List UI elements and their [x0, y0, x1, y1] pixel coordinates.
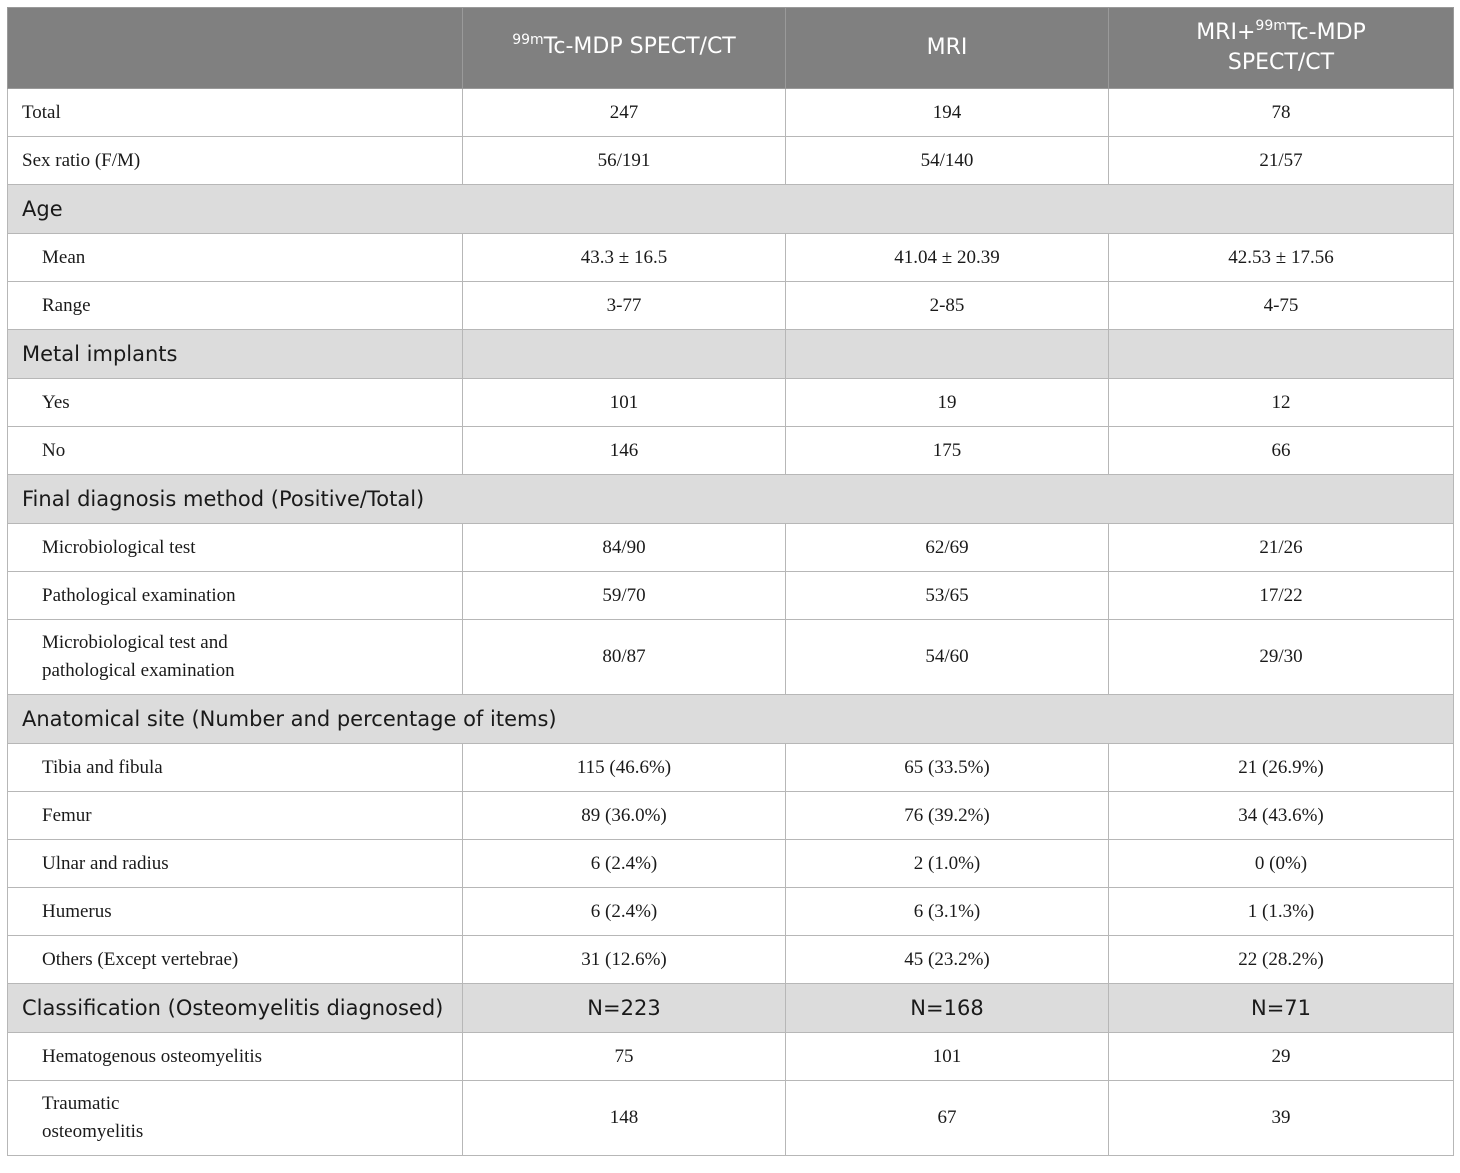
cell-mri-spect-ct: 4-75 — [1109, 282, 1454, 330]
row-label-line1: Traumatic — [42, 1093, 120, 1114]
data-table — [7, 7, 1454, 1156]
table-row-traumatic — [8, 1081, 1454, 1156]
header-mri-spect-ct-isotope: 99m — [1255, 18, 1287, 34]
row-label: Mean — [8, 234, 463, 282]
table-row-ulnar — [8, 840, 1454, 888]
table-row-others — [8, 936, 1454, 984]
cell-mri-spect-ct: 39 — [1109, 1081, 1454, 1156]
cell-mri-spect-ct: 17/22 — [1109, 572, 1454, 620]
cell-spect-ct: 6 (2.4%) — [463, 840, 786, 888]
cell-mri-spect-ct: 21/57 — [1109, 137, 1454, 185]
table-row-tibia — [8, 744, 1454, 792]
cell-mri-spect-ct: 1 (1.3%) — [1109, 888, 1454, 936]
cell-spect-ct: 247 — [463, 89, 786, 137]
section-row-classification — [8, 984, 1454, 1033]
section-label: Age — [8, 185, 1454, 234]
cell-mri-spect-ct: 21/26 — [1109, 524, 1454, 572]
cell-mri: 67 — [786, 1081, 1109, 1156]
cell-spect-ct: 146 — [463, 427, 786, 475]
cell-mri-spect-ct: 22 (28.2%) — [1109, 936, 1454, 984]
cell-spect-ct: 89 (36.0%) — [463, 792, 786, 840]
cell-mri-spect-ct: 78 — [1109, 89, 1454, 137]
section-label: Final diagnosis method (Positive/Total) — [8, 475, 1454, 524]
header-mri-spect-ct — [1109, 8, 1454, 89]
cell-mri-spect-ct: 29/30 — [1109, 620, 1454, 695]
cell-mri: 54/140 — [786, 137, 1109, 185]
header-mri — [786, 8, 1109, 89]
table-row-femur — [8, 792, 1454, 840]
row-label: Others (Except vertebrae) — [8, 936, 463, 984]
cell-mri: 194 — [786, 89, 1109, 137]
cell-spect-ct: 3-77 — [463, 282, 786, 330]
cell-mri: 101 — [786, 1033, 1109, 1081]
header-mri-text: MRI — [926, 35, 968, 60]
row-label: Sex ratio (F/M) — [8, 137, 463, 185]
cell-spect-ct: 80/87 — [463, 620, 786, 695]
section-count-spect-ct: N=223 — [463, 984, 786, 1033]
table-row-pathological — [8, 572, 1454, 620]
row-label: Femur — [8, 792, 463, 840]
header-spect-ct-isotope: 99m — [512, 32, 544, 48]
header-tc-mdp-text: Tc-MDP — [1286, 20, 1366, 45]
cell-mri-spect-ct: 21 (26.9%) — [1109, 744, 1454, 792]
row-label: Humerus — [8, 888, 463, 936]
cell-mri: 62/69 — [786, 524, 1109, 572]
section-label: Classification (Osteomyelitis diagnosed) — [8, 984, 463, 1033]
table-row-metal-yes — [8, 379, 1454, 427]
row-label-line1: Microbiological test and — [42, 632, 228, 653]
cell-spect-ct: 101 — [463, 379, 786, 427]
row-label-line2: pathological examination — [42, 660, 235, 681]
cell-mri-spect-ct: 29 — [1109, 1033, 1454, 1081]
table-row-sex-ratio — [8, 137, 1454, 185]
header-row — [8, 8, 1454, 89]
cell-mri: 65 (33.5%) — [786, 744, 1109, 792]
table-row-metal-no — [8, 427, 1454, 475]
table-row-total — [8, 89, 1454, 137]
cell-spect-ct: 84/90 — [463, 524, 786, 572]
cell-mri-spect-ct: 12 — [1109, 379, 1454, 427]
cell-spect-ct: 6 (2.4%) — [463, 888, 786, 936]
cell-mri: 45 (23.2%) — [786, 936, 1109, 984]
row-label: Total — [8, 89, 463, 137]
cell-mri: 6 (3.1%) — [786, 888, 1109, 936]
header-empty-cell — [8, 8, 463, 89]
cell-mri: 2 (1.0%) — [786, 840, 1109, 888]
cell-mri: 53/65 — [786, 572, 1109, 620]
section-empty-cell — [786, 330, 1109, 379]
table-row-micro-and-patho — [8, 620, 1454, 695]
row-label: Yes — [8, 379, 463, 427]
cell-spect-ct: 75 — [463, 1033, 786, 1081]
row-label-line2: osteomyelitis — [42, 1121, 144, 1142]
section-label: Anatomical site (Number and percentage of items) — [8, 695, 1454, 744]
row-label: Tibia and fibula — [8, 744, 463, 792]
cell-spect-ct: 59/70 — [463, 572, 786, 620]
section-row-final-diagnosis — [8, 475, 1454, 524]
header-spect-ct — [463, 8, 786, 89]
cell-spect-ct: 148 — [463, 1081, 786, 1156]
section-count-mri-spect-ct: N=71 — [1109, 984, 1454, 1033]
section-empty-cell — [463, 330, 786, 379]
cell-mri: 41.04 ± 20.39 — [786, 234, 1109, 282]
section-label: Metal implants — [8, 330, 463, 379]
cell-spect-ct: 43.3 ± 16.5 — [463, 234, 786, 282]
cell-spect-ct: 31 (12.6%) — [463, 936, 786, 984]
header-mri-spect-ct-line1 — [1119, 19, 1443, 49]
section-row-metal-implants — [8, 330, 1454, 379]
cell-spect-ct: 56/191 — [463, 137, 786, 185]
row-label: Hematogenous osteomyelitis — [8, 1033, 463, 1081]
row-label: No — [8, 427, 463, 475]
section-empty-cell — [1109, 330, 1454, 379]
row-label: Range — [8, 282, 463, 330]
cell-mri-spect-ct: 34 (43.6%) — [1109, 792, 1454, 840]
row-label: Microbiological test — [8, 524, 463, 572]
cell-mri: 76 (39.2%) — [786, 792, 1109, 840]
table-row-humerus — [8, 888, 1454, 936]
cell-mri-spect-ct: 0 (0%) — [1109, 840, 1454, 888]
row-label — [8, 1081, 463, 1156]
cell-spect-ct: 115 (46.6%) — [463, 744, 786, 792]
section-row-age — [8, 185, 1454, 234]
section-count-mri: N=168 — [786, 984, 1109, 1033]
header-mri-spect-ct-line2: SPECT/CT — [1227, 50, 1335, 75]
cell-mri: 54/60 — [786, 620, 1109, 695]
cell-mri: 19 — [786, 379, 1109, 427]
cell-mri: 175 — [786, 427, 1109, 475]
cell-mri-spect-ct: 42.53 ± 17.56 — [1109, 234, 1454, 282]
table-row-hematogenous — [8, 1033, 1454, 1081]
row-label: Pathological examination — [8, 572, 463, 620]
section-row-anatomical-site — [8, 695, 1454, 744]
table-row-age-range — [8, 282, 1454, 330]
cell-mri-spect-ct: 66 — [1109, 427, 1454, 475]
header-spect-ct-text: Tc-MDP SPECT/CT — [543, 34, 736, 59]
row-label: Ulnar and radius — [8, 840, 463, 888]
table-row-age-mean — [8, 234, 1454, 282]
row-label — [8, 620, 463, 695]
cell-mri: 2-85 — [786, 282, 1109, 330]
header-mri-plus-text: MRI+ — [1196, 20, 1256, 45]
table-row-microbiological — [8, 524, 1454, 572]
